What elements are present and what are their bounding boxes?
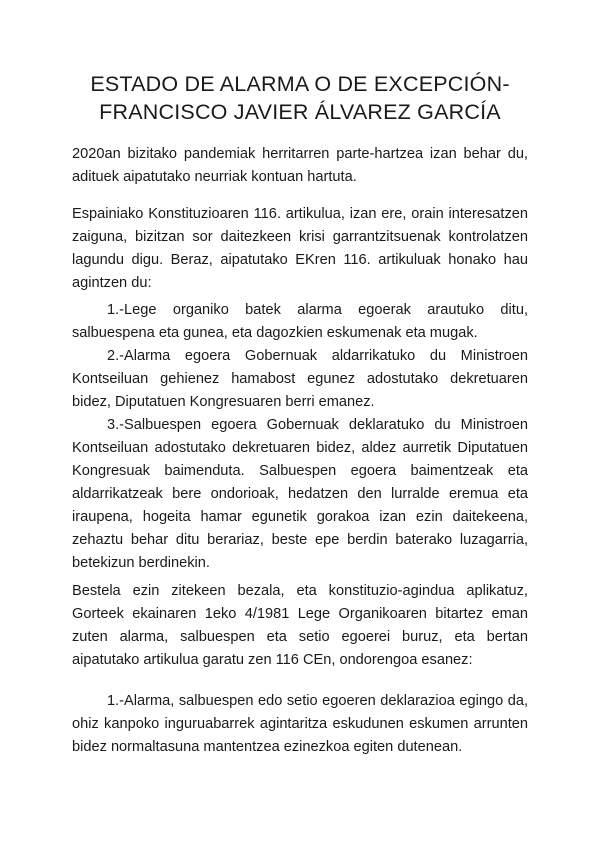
article-item-3: 3.-Salbuespen egoera Gobernuak deklaratuko du Ministroen Kontseiluan adostutako dekretuaren bidez, aldez aurretik Diputatuen Kongresuak baimenduta. Salbuespen egoera baimentzeak eta aldarrikatzeak bere ondorioak, hedatzen den lurralde eremua eta iraupena, hogeita hamar egunetik gorakoa izan ezin daitekeena, zehaztu behar ditu berariaz, beste epe berdin baterako luzagarria, betekizun berdinekin. [72, 417, 528, 571]
document-title [60, 70, 540, 126]
organic-law-paragraph: Bestela ezin zitekeen bezala, eta konstituzio-agindua aplikatuz, Gorteek ekainaren 1eko 4/1981 Lege Organikoaren bitartez eman zuten alarma, salbuespen eta setio egoerei buruz, eta bertan aipatutako artikulua garatu zen 116 CEn, ondorengoa esanez: [72, 583, 528, 668]
article-item-1: 1.-Lege organiko batek alarma egoerak arautuko ditu, salbuespena eta gunea, eta dagozkien eskumenak eta mugak. [72, 302, 528, 341]
intro-paragraph: 2020an bizitako pandemiak herritarren parte-hartzea izan behar du, adituek aipatutako neurriak kontuan hartuta. [72, 146, 528, 185]
law-item-1: 1.-Alarma, salbuespen edo setio egoeren deklarazioa egingo da, ohiz kanpoko inguruabarrek agintaritza eskudunen eskumen arrunten bidez normaltasuna mantentzea ezinezkoa egiten dutenean. [72, 693, 528, 755]
article-item-2: 2.-Alarma egoera Gobernuak aldarrikatuko du Ministroen Kontseiluan gehienez hamabost egunez adostutako dekretuaren bidez, Diputatuen Kongresuaren berri emanez. [72, 348, 528, 410]
constitution-paragraph: Espainiako Konstituzioaren 116. artikulua, izan ere, orain interesatzen zaiguna, bizitzan sor daitezkeen krisi garrantzitsuenak kontrolatzen lagundu digu. Beraz, aipatutako EKren 116. artikuluak honako hau agintzen du: [72, 206, 528, 291]
title-line-2: FRANCISCO JAVIER ÁLVAREZ GARCÍA [99, 100, 501, 124]
title-line-1: ESTADO DE ALARMA O DE EXCEPCIÓN- [90, 72, 510, 96]
